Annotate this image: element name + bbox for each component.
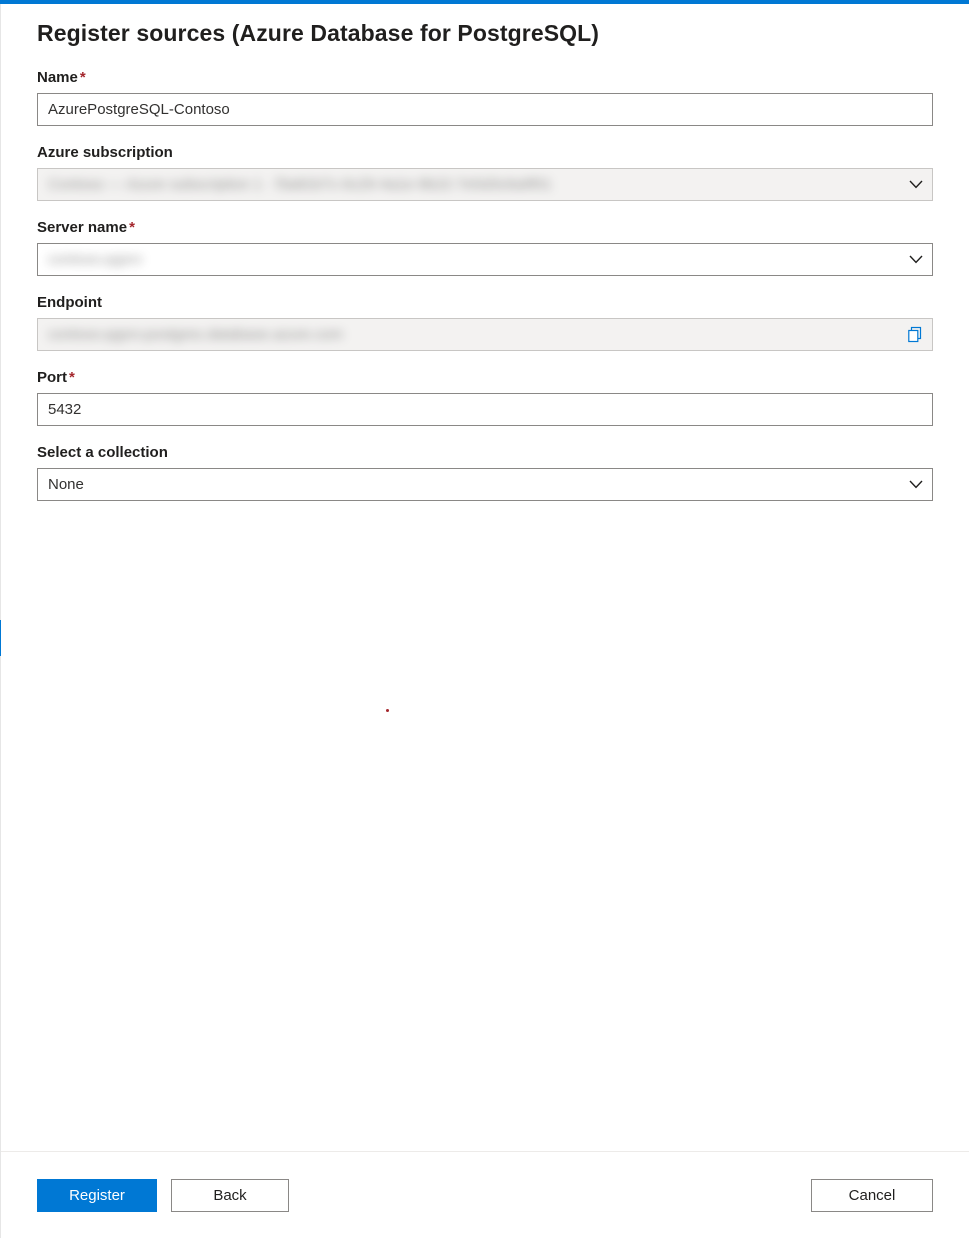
field-select-collection bbox=[37, 444, 933, 501]
endpoint-value bbox=[38, 319, 898, 350]
redacted-value: Contoso — Azure subscription 1 · f3a81b7c-0c29-4a1e-9b22-7e5d3c6a9f01 bbox=[48, 176, 552, 193]
label-select-collection: Select a collection bbox=[37, 444, 168, 461]
label-server-name-text: Server name bbox=[37, 219, 128, 236]
required-indicator: * bbox=[69, 369, 75, 386]
label-azure-subscription: Azure subscription bbox=[37, 144, 173, 161]
validation-dot bbox=[386, 709, 389, 712]
redacted-value: contoso-pgsrv bbox=[48, 251, 143, 268]
label-port bbox=[37, 369, 933, 386]
chevron-down-icon[interactable] bbox=[900, 169, 932, 200]
copy-icon[interactable] bbox=[898, 319, 932, 350]
label-port-text: Port bbox=[37, 369, 67, 386]
server-name-select[interactable] bbox=[37, 243, 933, 276]
label-name-text: Name bbox=[37, 69, 78, 86]
azure-subscription-value bbox=[38, 169, 900, 200]
page-title: Register sources (Azure Database for PostgreSQL) bbox=[37, 20, 600, 46]
name-input-value: AzurePostgreSQL-Contoso bbox=[48, 101, 230, 118]
port-input-value: 5432 bbox=[48, 401, 82, 418]
field-port bbox=[37, 369, 933, 426]
register-button[interactable]: Register bbox=[37, 1179, 157, 1212]
collection-value: None bbox=[48, 476, 84, 493]
required-indicator: * bbox=[129, 219, 135, 236]
chevron-down-icon[interactable] bbox=[900, 469, 932, 500]
chevron-down-icon[interactable] bbox=[900, 244, 932, 275]
name-input[interactable] bbox=[37, 93, 933, 126]
collection-select[interactable] bbox=[37, 468, 933, 501]
field-server-name bbox=[37, 219, 933, 276]
field-name bbox=[37, 69, 933, 126]
label-server-name bbox=[37, 219, 933, 236]
field-azure-subscription bbox=[37, 144, 933, 201]
endpoint-input bbox=[37, 318, 933, 351]
server-name-value bbox=[38, 244, 900, 275]
label-endpoint: Endpoint bbox=[37, 294, 102, 311]
dialog-footer bbox=[1, 1151, 969, 1238]
redacted-value: contoso-pgsrv.postgres.database.azure.com bbox=[48, 326, 343, 343]
back-button[interactable]: Back bbox=[171, 1179, 289, 1212]
cancel-button[interactable]: Cancel bbox=[811, 1179, 933, 1212]
register-sources-panel bbox=[1, 4, 969, 1238]
label-name bbox=[37, 69, 933, 86]
field-endpoint bbox=[37, 294, 933, 351]
required-indicator: * bbox=[79, 69, 86, 86]
azure-subscription-select[interactable] bbox=[37, 168, 933, 201]
port-input[interactable] bbox=[37, 393, 933, 426]
